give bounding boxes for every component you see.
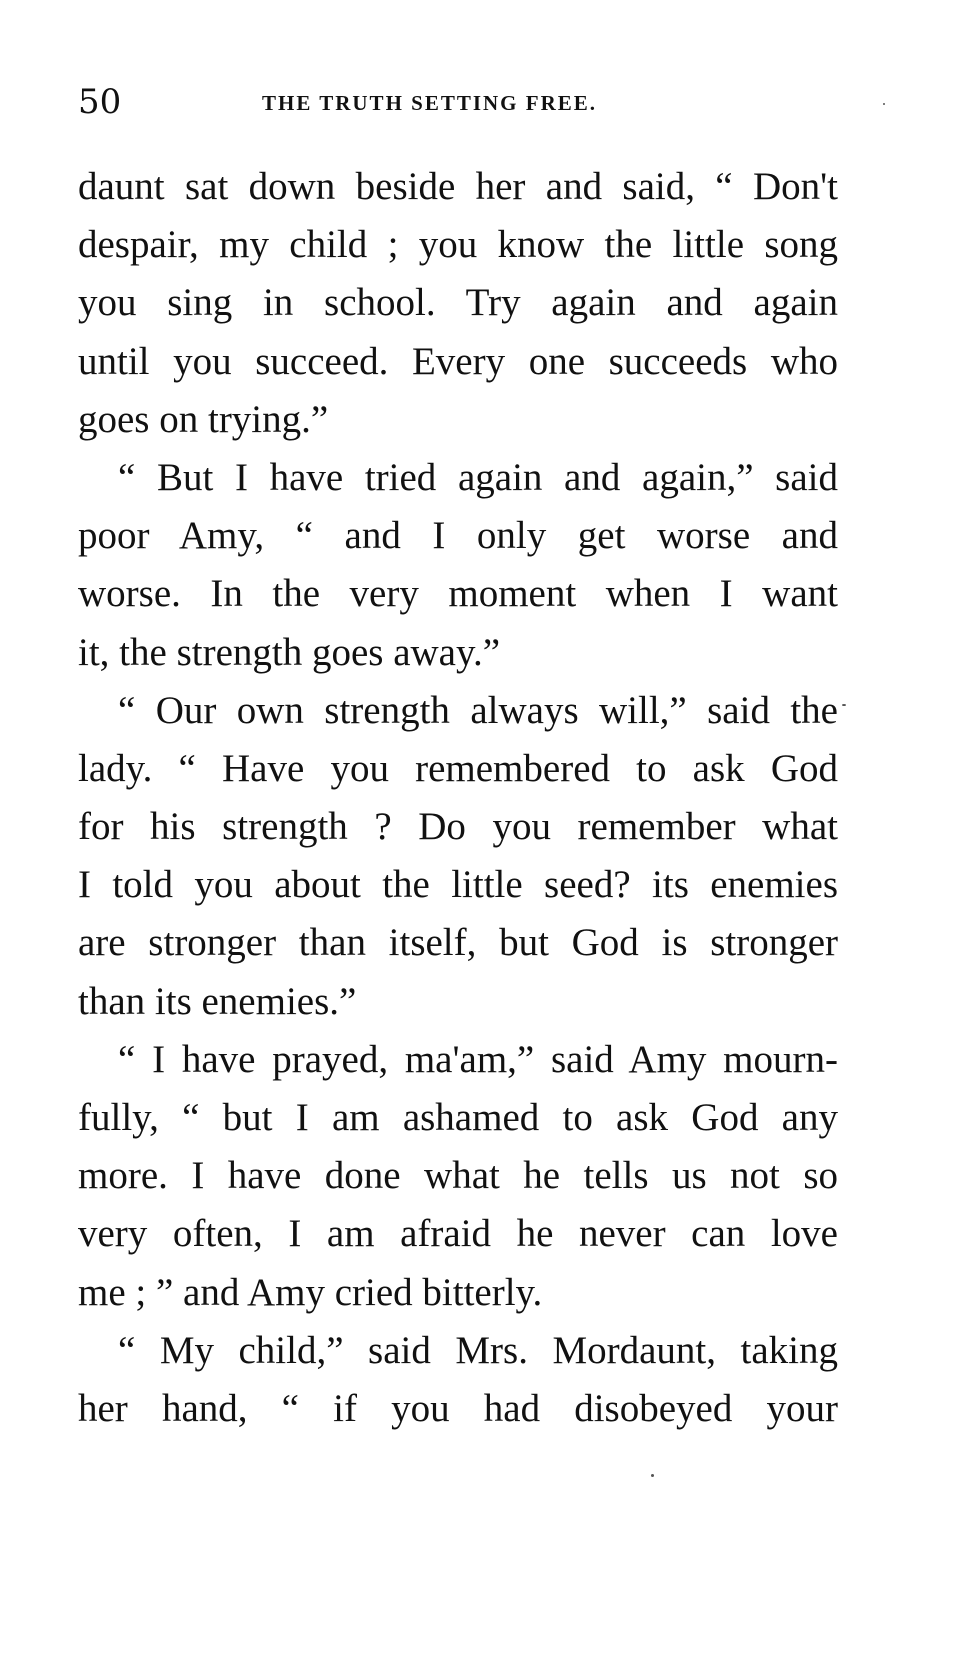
text-line: fully, “ but I am ashamed to ask God any (78, 1096, 838, 1139)
text-line: “ But I have tried again and again,” said (118, 455, 838, 499)
text-line: daunt sat down beside her and said, “ Don't (78, 165, 838, 208)
paper-speck (883, 103, 885, 105)
paper-speck (842, 704, 846, 706)
body-text (78, 158, 838, 1438)
text-line: than its enemies.” (78, 979, 357, 1023)
running-title: THE TRUTH SETTING FREE. (262, 91, 598, 115)
text-line: “ I have prayed, ma'am,” said Amy mourn- (118, 1037, 838, 1081)
text-line: it, the strength goes away.” (78, 630, 501, 674)
text-line: are stronger than itself, but God is stronger (78, 921, 838, 965)
text-line: her hand, “ if you had disobeyed your (78, 1386, 838, 1430)
text-line: “ Our own strength always will,” said the (118, 688, 838, 732)
text-line: “ My child,” said Mrs. Mordaunt, taking (118, 1328, 838, 1372)
page-number: 50 (78, 82, 122, 122)
page-header (78, 82, 838, 132)
text-line: worse. In the very moment when I want (78, 572, 838, 616)
text-line: despair, my child ; you know the little song (78, 223, 838, 267)
text-line: until you succeed. Every one succeeds who (78, 339, 838, 383)
text-line: very often, I am afraid he never can love (78, 1212, 838, 1256)
text-line: for his strength ? Do you remember what (78, 805, 838, 849)
text-line: lady. “ Have you remembered to ask God (78, 746, 838, 790)
text-line: me ; ” and Amy cried bitterly. (78, 1270, 543, 1314)
text-line: goes on trying.” (78, 397, 329, 441)
text-line: I told you about the little seed? its enemies (78, 863, 838, 907)
text-line: more. I have done what he tells us not so (78, 1154, 838, 1198)
text-line: you sing in school. Try again and again (78, 281, 838, 325)
text-line: poor Amy, “ and I only get worse and (78, 514, 838, 558)
paper-speck (651, 1474, 654, 1477)
